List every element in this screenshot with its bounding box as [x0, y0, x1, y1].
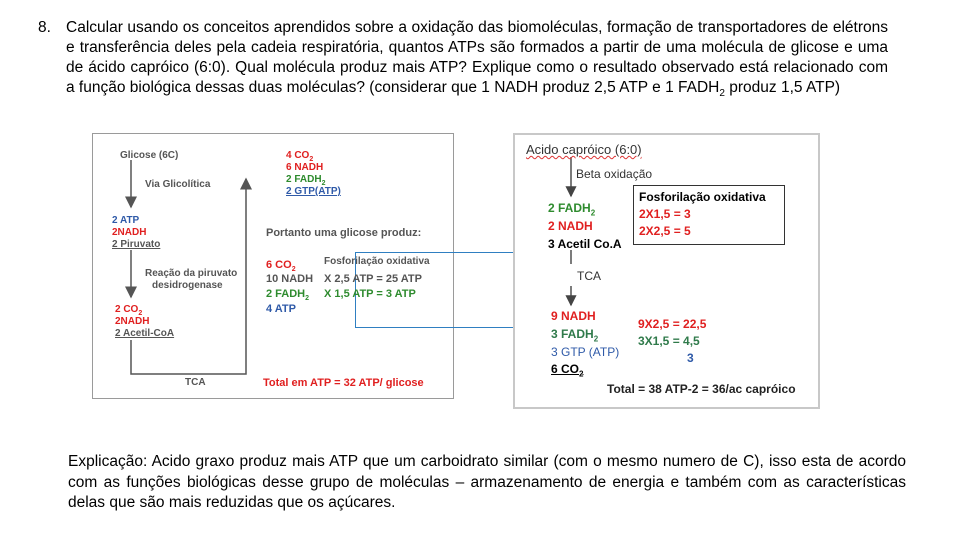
tca-fadh: 2 $FADH_2$ — [286, 174, 326, 187]
sum-co2: 6 $CO_2$ — [266, 259, 296, 274]
tca-gtp: 2 GTP(ATP) — [286, 186, 341, 197]
calc-nadh: 2X2,5 = 5 — [639, 224, 691, 238]
caproic-oxphos-title: Fosforilação oxidativa — [639, 190, 766, 204]
beta-oxidation-label: Beta oxidação — [576, 167, 653, 181]
glucose-oxphos-title: Fosforilação oxidativa — [324, 256, 430, 267]
glycolysis-pyruvate: 2 Piruvato — [112, 239, 161, 250]
tca-co2: 4 $CO_2$ — [286, 150, 314, 163]
sum-fadh-calc: X 1,5 ATP = 3 ATP — [324, 288, 416, 300]
caproic-title: Acido capróico (6:0) — [526, 142, 642, 157]
pdh-label-1: Reação da piruvato — [145, 268, 238, 279]
sum-nadh-calc: X 2,5 ATP = 25 ATP — [324, 273, 422, 285]
tca-co2-caproic: 6 $CO_2$ — [551, 362, 584, 379]
caproic-diagram — [513, 133, 820, 409]
answer-text: Explicação: Acido graxo produz mais ATP que um carboidrato similar (com o mesmo numero de C), isso esta de acordo com as funções biológicas desse grupo de moléculas – armazenamento de energia e também com as características delas que são mais reduzidas que os açúcares. — [68, 453, 906, 511]
pdh-co2: 2 $CO_2$ — [115, 304, 143, 317]
tca-fadh-caproic: 3 $FADH_2$ — [551, 327, 599, 344]
pdh-nadh: 2NADH — [115, 316, 150, 327]
calc-tca-fadh: 3X1,5 = 4,5 — [638, 334, 700, 348]
tca-nadh-caproic: 9 NADH — [551, 309, 596, 323]
tca-label: TCA — [185, 377, 206, 388]
sum-atp: 4 ATP — [266, 303, 296, 315]
beta-nadh: 2 NADH — [548, 219, 593, 233]
glycolysis-atp: 2 ATP — [112, 215, 140, 226]
caproic-total: Total = 38 ATP-2 = 36/ac capróico — [607, 382, 796, 396]
calc-tca-gtp: 3 — [687, 351, 694, 365]
sum-nadh: 10 NADH — [266, 273, 314, 285]
question-number: 8. — [38, 19, 51, 36]
glycolysis-label: Via Glicolítica — [145, 179, 211, 190]
sum-fadh: 2 $FADH_2$ — [266, 288, 310, 303]
beta-acetylcoa: 3 Acetil Co.A — [548, 237, 622, 251]
glucose-total: Total em ATP = 32 ATP/ glicose — [263, 377, 424, 389]
calc-tca-nadh: 9X2,5 = 22,5 — [638, 317, 707, 331]
glucose-diagram — [92, 133, 454, 399]
tca-gtp-caproic: 3 GTP (ATP) — [551, 345, 620, 359]
glycolysis-nadh: 2NADH — [112, 227, 147, 238]
question-text: Calcular usando os conceitos aprendidos sobre a oxidação das biomoléculas, formação de transportadores de elétrons e transferência deles pela cadeia respiratória, quantos ATPs são formados a partir de uma molécula de glicose e uma de ácido capróico (6:0). Qual molécula produz mais ATP? Explique como o resultado observado está relacionado com a função biológica dessas duas moléculas? (considerar que 1 NADH produz 2,5 ATP e 1 $FADH_2$ produz 1,5 ATP) — [66, 19, 888, 100]
pdh-label-2: desidrogenase — [152, 280, 223, 291]
tca-nadh: 6 NADH — [286, 162, 324, 173]
calc-fadh: 2X1,5 = 3 — [639, 207, 691, 221]
glucose-label: Glicose (6C) — [120, 150, 179, 161]
pdh-acetylcoa: 2 Acetil-CoA — [115, 328, 175, 339]
caproic-tca-label: TCA — [577, 269, 601, 283]
glucose-heading: Portanto uma glicose produz: — [266, 227, 422, 239]
beta-fadh: 2 $FADH_2$ — [548, 201, 596, 218]
